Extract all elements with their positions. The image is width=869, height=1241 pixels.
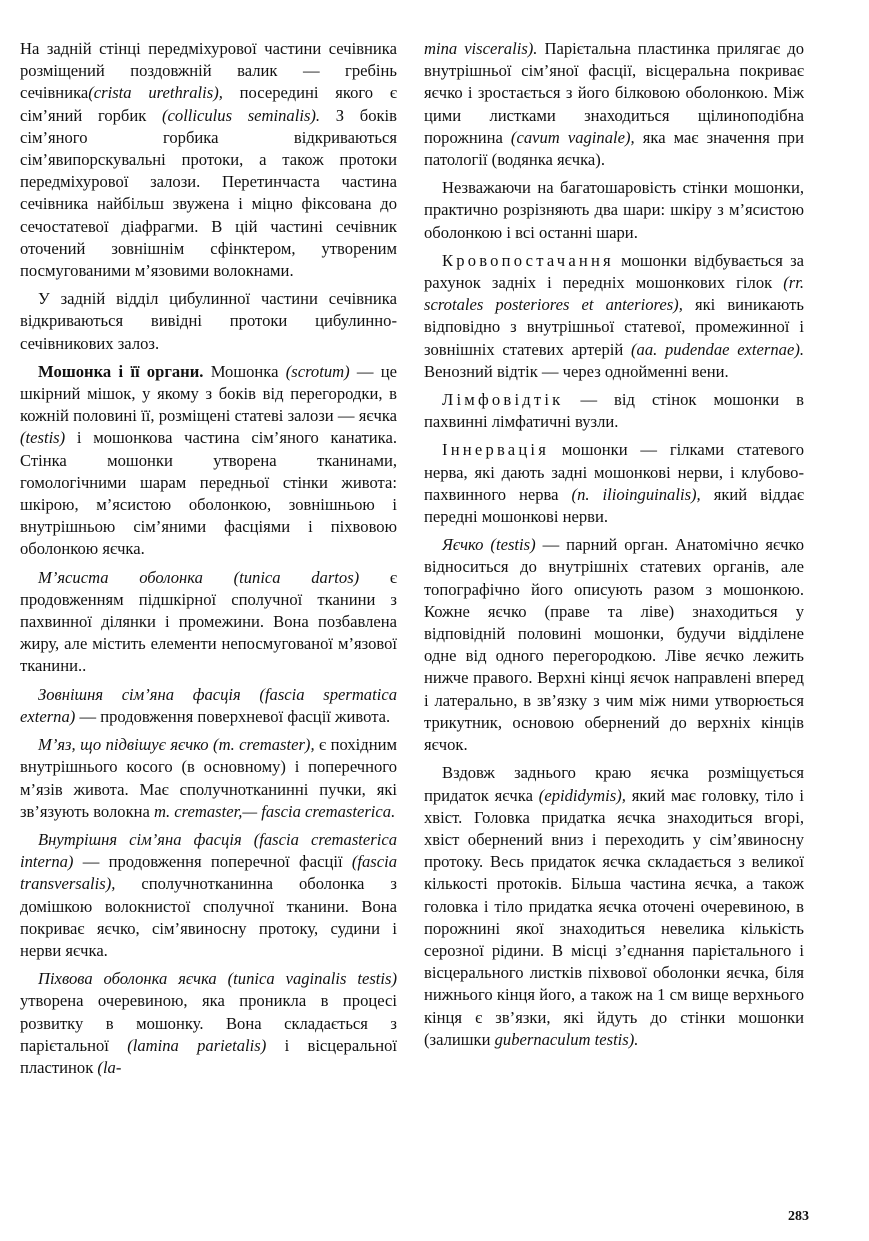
term: Піхвова оболонка яєчка (tunica vaginalis testis)	[38, 969, 397, 989]
paragraph-internal-fascia	[20, 829, 397, 962]
term: Внутрішня сім’яна фасція (fascia cremasterica interna)	[20, 829, 397, 872]
text: є похідним внутрішнього косого (в основному) і поперечного м’язів живота. Має сполучнотканинні пучки, які зв’язують волокна	[20, 735, 397, 821]
text: який має головку, тіло і хвіст. Головка придатка яєчка знаходиться вгорі, хвіст обернений вниз і переходить у сім’явиносну протоку. Весь придаток яєчка складається з великої кількості протоків. Більша частина яєчка, а також головка і тіло придатка яєчка оточені очеревиною, в порожнині якої знаходиться невелика кількість серозної рідини. В місці з’єднання парієтального і вісцерального листків піхвової оболонки яєчка, біля нижнього кінця його, а також на 1 см вище верхнього кінця є зв’язки, які йдуть до стінки мошонки (залишки	[424, 785, 804, 1049]
latin-term: (testis)	[20, 428, 66, 448]
text: Вздовж заднього краю яєчка розміщується придаток яєчка	[424, 763, 804, 805]
text: які виникають відповідно з внутрішньої статевої, промежинної і зовнішніх статевих артерій	[424, 295, 804, 359]
latin-term: (scrotum)	[285, 361, 350, 381]
text: — від стінок мошонки в пахвинні лімфатичні вузли.	[424, 390, 804, 432]
latin-term: (colliculus seminalis).	[162, 105, 321, 125]
term: М’яз, що підвішує яєчко (m. cremaster),	[38, 735, 315, 755]
text: — продовження поверхневої фасції живота.	[75, 706, 391, 726]
paragraph-epididymis	[424, 762, 804, 1051]
text: і вісцеральної пластинок	[20, 1035, 397, 1077]
text: Незважаючи на багатошаровість стінки мошонки, практично розрізняють два шари: шкіру з м’ясистою оболонкою і всі останні шари.	[424, 178, 804, 242]
paragraph-cremaster	[20, 734, 397, 823]
term: Яєчко (testis)	[442, 535, 536, 555]
text: Парієтальна пластинка прилягає до внутрішньої сім’яної фасції, вісцеральна покриває яєчко і зростається з його білковою оболонкою. Між цими листками знаходиться щілиноподібна порожнина	[424, 39, 804, 147]
latin-term: (n. ilioinguinalis),	[571, 484, 701, 504]
latin-term: (crista urethralis),	[88, 83, 223, 103]
spaced-heading: Іннервація	[442, 440, 550, 460]
latin-term: mina visceralis).	[424, 39, 538, 58]
latin-term: (aa. pudendae externae).	[631, 339, 804, 359]
paragraph-lymph	[424, 389, 804, 433]
latin-term: gubernaculum testis).	[494, 1029, 639, 1049]
paragraph-innervation	[424, 439, 804, 528]
text: мошонки відбувається за рахунок задніх і передніх мошонкових гілок	[424, 250, 804, 293]
spaced-heading: Лімфовідтік	[442, 390, 564, 410]
latin-term: m. cremaster,— fascia cremasterica.	[154, 801, 396, 821]
section-heading: Мошонка і її органи.	[38, 361, 204, 381]
page-number: 283	[788, 1209, 809, 1224]
paragraph-scrotum	[20, 361, 397, 561]
latin-term: (lamina parietalis)	[127, 1035, 267, 1055]
text: У задній відділ цибулинної частини сечівника відкриваються вивідні протоки цибулинно-сечівникових залоз.	[20, 289, 397, 353]
paragraph-blood-supply	[424, 250, 804, 383]
text: сполучнотканинна оболонка з домішкою волокнистої сполучної тканини. Вона покриває яєчко, сім’явиносну протоку, судини і нерви яєчка.	[20, 874, 397, 960]
latin-term: (cavum vaginale),	[510, 127, 635, 147]
paragraph-bulbous-part	[20, 288, 397, 355]
latin-term: (fascia transversalis),	[20, 852, 397, 894]
text: посередині якого є сім’яний горбик	[20, 83, 397, 125]
text: утворена очеревиною, яка проникла в процесі розвитку в мошонку. Вона складається з парієтальної	[20, 991, 397, 1055]
text: яка має значення при патології (водянка яєчка).	[424, 127, 804, 170]
text: є продовженням підшкірної сполучної тканини з пахвинної ділянки і промежини. Вона позбавлена жиру, але містить елементи непосмугованої м’язової тканини..	[20, 567, 397, 676]
right-column	[424, 38, 804, 1057]
term: Зовнішня сім’яна фасція (fascia spermatica externa)	[20, 684, 397, 726]
text: мошонки — гілками статевого нерва, які дають задні мошонкові нерви, і клубово-пахвинного нерва	[424, 440, 804, 504]
latin-term: (la-	[97, 1057, 122, 1077]
term: М’ясиста оболонка (tunica dartos)	[38, 567, 360, 587]
text: і мошонкова частина сім’яного канатика. Стінка мошонки утворена тканинами, гомологічними шарам передньої стінки живота: шкірою, м’ясистою оболонкою, зовнішньою і внутрішньою сім’яними фасціями і піхвовою оболонкою яєчка.	[20, 428, 397, 559]
paragraph-testis	[424, 534, 804, 756]
paragraph-scrotum-layers	[424, 177, 804, 244]
text: — продовження поперечної фасції	[73, 852, 352, 872]
text: — це шкірний мішок, у якому з боків від перегородки, в кожній половині її, розміщені статеві залози — яєчка	[20, 361, 397, 426]
paragraph-tunica-dartos	[20, 567, 397, 678]
text: На задній стінці передміхурової частини сечівника розміщений поздовжній валик — гребінь сечівника	[20, 39, 397, 103]
left-column	[20, 38, 397, 1085]
text: Мошонка	[203, 361, 286, 381]
spaced-heading: Кровопостачання	[442, 250, 614, 270]
latin-term: (epididymis),	[538, 785, 626, 805]
text: Венозний відтік — через однойменні вени.	[424, 361, 729, 381]
paragraph-urethra	[20, 38, 397, 282]
paragraph-tunica-vaginalis	[20, 968, 397, 1079]
text: — парний орган. Анатомічно яєчко відноситься до внутрішніх статевих органів, але топографічно його описують разом з мошонкою. Кожне яєчко (праве та ліве) знаходиться у відповідній половині мошонки, будучи відділене одне від одного перегородкою. Ліве яєчко лежить нижче правого. Верхні кінці яєчок направлені вперед і латерально, в зв’язку з чим між ними утворюється трикутник, основою обернений до верхніх кінців яєчок.	[424, 535, 805, 755]
text: який віддає передні мошонкові нерви.	[424, 484, 805, 527]
paragraph-external-fascia	[20, 684, 397, 728]
paragraph-lamina-visceralis	[424, 38, 804, 171]
latin-term: (rr. scrotales posteriores et anteriores),	[424, 273, 804, 315]
text: З боків сім’яного горбика відкриваються сім’явипорскувальні протоки, а також протоки передміхурової залози. Перетинчаста частина сечівника найбільш звужена і міцно фіксована до сечостатевої діафрагми. В цій частині сечівник оточений зовнішнім сфінктером, утвореним посмугованими м’язовими волокнами.	[20, 105, 398, 281]
